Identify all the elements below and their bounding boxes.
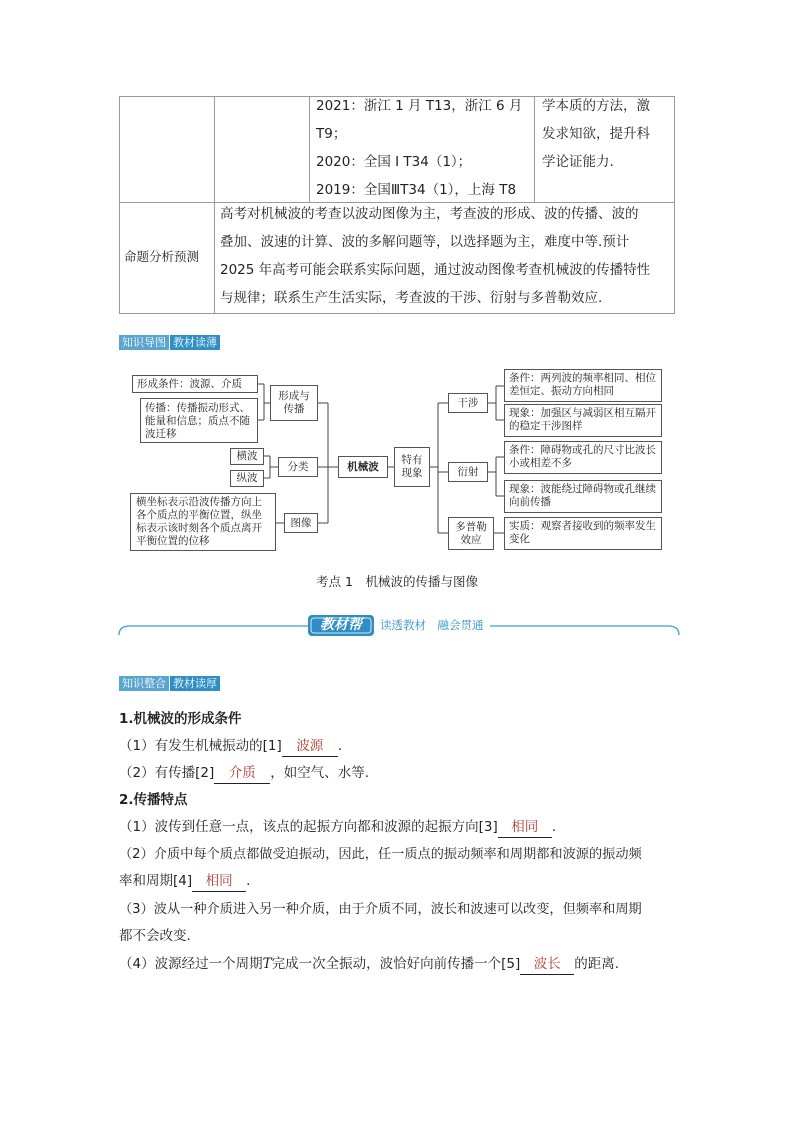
node-center: 机械波	[338, 456, 388, 478]
badge-right: 教材读薄	[170, 335, 220, 350]
detail-diffraction-phen: 现象：波能绕过障碍物或孔继续向前传播	[504, 480, 662, 513]
node-doppler: 多普勒效应	[448, 517, 494, 550]
text: （2）有传播[2]	[119, 765, 215, 781]
prediction-line: 叠加、波速的计算、波的多解问题等，以选择题为主，难度中等.预计	[220, 234, 630, 250]
paragraph-line: 都不会改变.	[119, 928, 191, 944]
banner-title: 教材帮	[320, 617, 362, 633]
node-interference: 干涉	[448, 393, 488, 413]
paragraph	[119, 817, 556, 838]
literacy-line: 学本质的方法，激	[542, 98, 650, 114]
detail-image: 横坐标表示沿波传播方向上各个质点的平衡位置，纵坐标表示该时刻各个质点离开平衡位置的位移	[130, 493, 276, 551]
badge-right: 教材读厚	[170, 676, 220, 691]
prediction-line: 与规律；联系生产生活实际，考查波的干涉、衍射与多普勒效应.	[220, 290, 603, 306]
node-diffraction: 衍射	[448, 462, 488, 482]
exam-history-line: T9；	[316, 126, 347, 142]
heading-formation: 1.机械波的形成条件	[119, 711, 242, 727]
answer-blank: 波源	[282, 736, 338, 757]
exam-history-line: 2021：浙江 1 月 T13，浙江 6 月	[316, 98, 523, 114]
paragraph-line: （3）波从一种介质进入另一种介质，由于介质不同，波长和波速可以改变，但频率和周期	[119, 902, 642, 917]
node-classification: 分类	[278, 457, 318, 477]
text: （1）有发生机械振动的[1]	[119, 738, 282, 754]
detail-transverse: 横波	[230, 448, 264, 465]
node-formation: 形成与传播	[270, 385, 318, 421]
detail-diffraction-cond: 条件：障碍物或孔的尺寸比波长小或相差不多	[504, 441, 662, 474]
prediction-line: 高考对机械波的考查以波动图像为主，考查波的形成、波的传播、波的	[220, 206, 639, 222]
section-title: 考点 1 机械波的传播与图像	[316, 574, 478, 589]
node-special: 特有现象	[394, 447, 430, 487]
badge-left: 知识整合	[119, 676, 169, 691]
heading-features: 2.传播特点	[119, 792, 188, 808]
literacy-line: 学论证能力.	[542, 154, 614, 170]
text: 率和周期[4]	[119, 873, 193, 889]
text: .	[246, 873, 251, 889]
banner-subtitle: 读透教材 融会贯通	[380, 618, 484, 632]
text: .	[337, 738, 343, 754]
text: .	[551, 819, 557, 835]
text: 完成一次全振动，波恰好向前传播一个[5]	[271, 956, 521, 972]
detail-interference-cond: 条件：两列波的频率相同、相位差恒定、振动方向相同	[504, 369, 662, 402]
answer-blank: 相同	[498, 817, 552, 838]
detail-propagation: 传播：传播振动形式、能量和信息；质点不随波迁移	[140, 398, 258, 443]
exam-history-line: 2019：全国ⅢT34（1），上海 T8	[316, 182, 517, 198]
detail-doppler-essence: 实质：观察者接收到的频率发生变化	[504, 517, 662, 550]
variable-T: T	[262, 956, 272, 972]
answer-blank: 相同	[192, 871, 246, 892]
paragraph	[119, 736, 342, 757]
integration-badge	[119, 676, 220, 691]
answer-blank: 介质	[214, 763, 270, 784]
text: ，如空气、水等.	[270, 765, 370, 781]
literacy-line: 发求知欲，提升科	[542, 126, 650, 142]
badge-left: 知识导图	[119, 335, 169, 350]
detail-interference-phen: 现象：加强区与减弱区相互隔开的稳定干涉图样	[504, 404, 662, 437]
paragraph	[119, 954, 619, 975]
node-image: 图像	[284, 513, 318, 533]
text: 的距离.	[574, 956, 620, 972]
paragraph	[119, 871, 250, 892]
detail-longitudinal: 纵波	[230, 470, 264, 487]
paragraph	[119, 763, 369, 784]
prediction-line: 2025 年高考可能会联系实际问题，通过波动图像考查机械波的传播特性	[220, 262, 651, 278]
exam-history-line: 2020：全国 I T34（1）；	[316, 154, 472, 170]
prediction-label: 命题分析预测	[124, 249, 200, 264]
answer-blank: 波长	[520, 954, 574, 975]
text: （4）波源经过一个周期	[119, 956, 263, 972]
paragraph-line: （2）介质中每个质点都做受迫振动，因此，任一质点的振动频率和周期都和波源的振动频	[119, 847, 642, 862]
detail-condition: 形成条件：波源、介质	[132, 375, 258, 393]
text: （1）波传到任意一点，该点的起振方向都和波源的起振方向[3]	[119, 819, 498, 835]
